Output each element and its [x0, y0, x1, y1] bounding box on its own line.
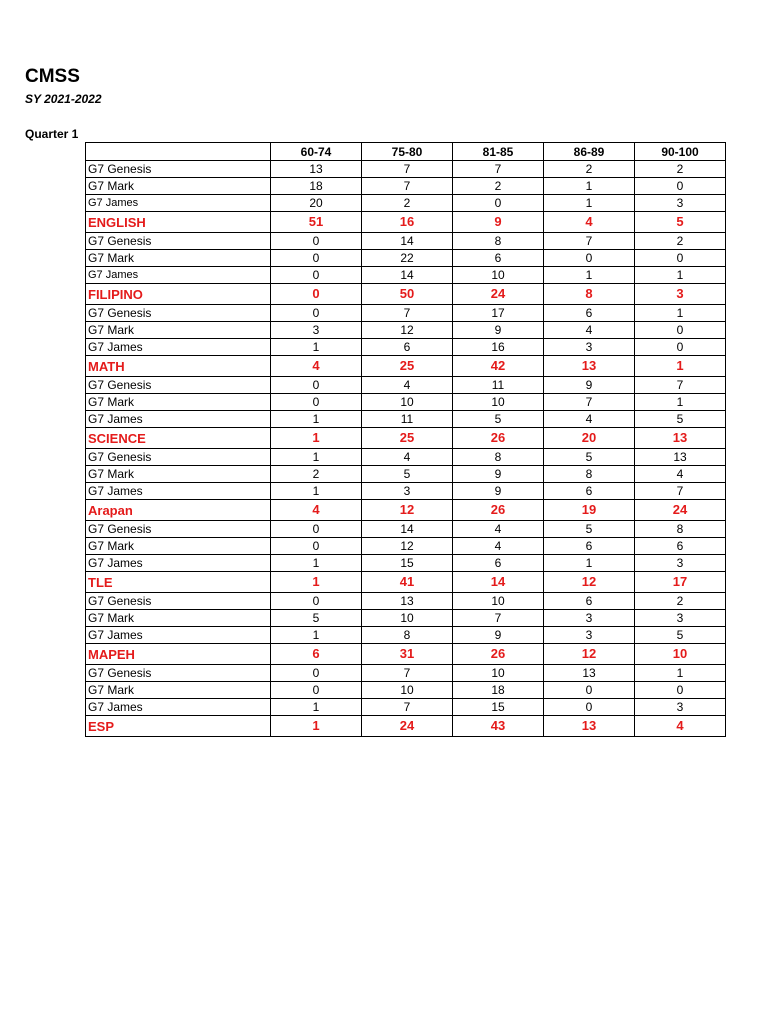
table-cell: 7 [362, 305, 453, 322]
table-cell: 6 [544, 483, 635, 500]
table-cell: 6 [544, 538, 635, 555]
table-cell: 1 [271, 428, 362, 449]
table-cell: 19 [544, 500, 635, 521]
table-cell: 6 [362, 339, 453, 356]
table-cell: 13 [544, 716, 635, 737]
table-row [86, 627, 726, 644]
table-cell: 10 [453, 394, 544, 411]
subject-total-row [86, 356, 726, 377]
table-cell: 7 [544, 394, 635, 411]
section-label: G7 Mark [86, 394, 271, 411]
table-cell: 6 [453, 555, 544, 572]
table-cell: 1 [544, 178, 635, 195]
table-cell: 3 [635, 555, 726, 572]
table-cell: 41 [362, 572, 453, 593]
table-cell: 12 [544, 572, 635, 593]
table-cell: 1 [635, 267, 726, 284]
section-label: G7 James [86, 339, 271, 356]
table-cell: 2 [635, 593, 726, 610]
table-cell: 14 [362, 521, 453, 538]
table-row [86, 339, 726, 356]
table-row [86, 195, 726, 212]
table-cell: 9 [453, 322, 544, 339]
table-cell: 5 [362, 466, 453, 483]
table-row [86, 610, 726, 627]
table-cell: 13 [544, 356, 635, 377]
table-cell: 8 [544, 466, 635, 483]
table-cell: 22 [362, 250, 453, 267]
table-cell: 9 [453, 627, 544, 644]
table-cell: 3 [635, 610, 726, 627]
table-cell: 13 [362, 593, 453, 610]
table-row [86, 665, 726, 682]
table-row [86, 178, 726, 195]
table-cell: 1 [544, 267, 635, 284]
table-row [86, 161, 726, 178]
table-cell: 13 [635, 428, 726, 449]
section-label: G7 James [86, 411, 271, 428]
table-cell: 1 [635, 305, 726, 322]
table-cell: 16 [453, 339, 544, 356]
subject-total-row [86, 284, 726, 305]
table-cell: 9 [453, 483, 544, 500]
table-cell: 3 [544, 339, 635, 356]
table-cell: 0 [453, 195, 544, 212]
table-row [86, 521, 726, 538]
grade-distribution-table [85, 142, 726, 737]
quarter-label: Quarter 1 [25, 127, 79, 141]
table-cell: 18 [453, 682, 544, 699]
subject-label: SCIENCE [86, 428, 271, 449]
table-cell: 13 [271, 161, 362, 178]
table-cell: 17 [453, 305, 544, 322]
table-cell: 1 [544, 555, 635, 572]
table-cell: 6 [635, 538, 726, 555]
table-cell: 14 [453, 572, 544, 593]
column-header: 86-89 [544, 143, 635, 161]
table-cell: 0 [271, 521, 362, 538]
column-header: 90-100 [635, 143, 726, 161]
table-cell: 2 [635, 233, 726, 250]
table-cell: 6 [453, 250, 544, 267]
section-label: G7 Mark [86, 322, 271, 339]
table-cell: 0 [271, 267, 362, 284]
table-cell: 13 [635, 449, 726, 466]
table-cell: 12 [362, 538, 453, 555]
table-cell: 42 [453, 356, 544, 377]
table-row [86, 322, 726, 339]
table-cell: 8 [453, 449, 544, 466]
table-row [86, 555, 726, 572]
table-cell: 4 [453, 538, 544, 555]
table-row [86, 233, 726, 250]
table-cell: 9 [544, 377, 635, 394]
section-label: G7 Mark [86, 178, 271, 195]
table-cell: 0 [271, 394, 362, 411]
table-cell: 4 [635, 466, 726, 483]
table-cell: 10 [362, 394, 453, 411]
subject-total-row [86, 572, 726, 593]
column-header: 60-74 [271, 143, 362, 161]
table-cell: 26 [453, 500, 544, 521]
table-cell: 4 [544, 322, 635, 339]
table-cell: 7 [635, 377, 726, 394]
table-cell: 0 [635, 339, 726, 356]
section-label: G7 Mark [86, 250, 271, 267]
table-cell: 7 [544, 233, 635, 250]
table-cell: 7 [453, 161, 544, 178]
table-row [86, 411, 726, 428]
table-cell: 1 [271, 483, 362, 500]
table-cell: 5 [453, 411, 544, 428]
table-cell: 16 [362, 212, 453, 233]
table-cell: 0 [271, 593, 362, 610]
table-row [86, 267, 726, 284]
table-cell: 26 [453, 428, 544, 449]
table-row [86, 538, 726, 555]
table-cell: 4 [362, 377, 453, 394]
table-cell: 13 [544, 665, 635, 682]
table-cell: 0 [635, 682, 726, 699]
table-cell: 51 [271, 212, 362, 233]
table-cell: 20 [271, 195, 362, 212]
table-cell: 0 [271, 233, 362, 250]
table-cell: 0 [544, 682, 635, 699]
table-cell: 3 [271, 322, 362, 339]
table-cell: 7 [362, 178, 453, 195]
column-header: 75-80 [362, 143, 453, 161]
header-blank-cell [86, 143, 271, 161]
table-cell: 3 [635, 284, 726, 305]
section-label: G7 James [86, 267, 271, 284]
table-cell: 8 [635, 521, 726, 538]
table-cell: 5 [544, 521, 635, 538]
table-cell: 43 [453, 716, 544, 737]
subject-total-row [86, 500, 726, 521]
table-cell: 4 [271, 356, 362, 377]
table-cell: 3 [544, 627, 635, 644]
table-cell: 6 [544, 593, 635, 610]
table-cell: 0 [635, 250, 726, 267]
table-cell: 15 [453, 699, 544, 716]
subject-label: ESP [86, 716, 271, 737]
table-cell: 8 [544, 284, 635, 305]
table-cell: 5 [271, 610, 362, 627]
table-row [86, 250, 726, 267]
table-cell: 10 [362, 610, 453, 627]
table-cell: 11 [453, 377, 544, 394]
table-cell: 7 [453, 610, 544, 627]
section-label: G7 Mark [86, 610, 271, 627]
table-cell: 12 [362, 322, 453, 339]
section-label: G7 James [86, 195, 271, 212]
table-row [86, 593, 726, 610]
table-cell: 24 [635, 500, 726, 521]
table-cell: 0 [271, 538, 362, 555]
subject-label: FILIPINO [86, 284, 271, 305]
table-header-row [86, 143, 726, 161]
table-cell: 14 [362, 233, 453, 250]
table-cell: 0 [271, 665, 362, 682]
section-label: G7 Genesis [86, 665, 271, 682]
section-label: G7 Mark [86, 466, 271, 483]
table-row [86, 449, 726, 466]
table-cell: 0 [271, 250, 362, 267]
table-cell: 7 [362, 699, 453, 716]
table-cell: 3 [362, 483, 453, 500]
section-label: G7 James [86, 699, 271, 716]
table-cell: 9 [453, 212, 544, 233]
table-cell: 6 [544, 305, 635, 322]
table-row [86, 483, 726, 500]
section-label: G7 James [86, 555, 271, 572]
table-cell: 3 [635, 699, 726, 716]
subject-label: ENGLISH [86, 212, 271, 233]
table-cell: 10 [453, 267, 544, 284]
table-cell: 3 [544, 610, 635, 627]
table-cell: 8 [453, 233, 544, 250]
section-label: G7 Genesis [86, 593, 271, 610]
table-cell: 10 [453, 593, 544, 610]
section-label: G7 Genesis [86, 161, 271, 178]
table-cell: 5 [635, 627, 726, 644]
table-cell: 6 [271, 644, 362, 665]
table-cell: 10 [453, 665, 544, 682]
table-cell: 11 [362, 411, 453, 428]
table-cell: 10 [362, 682, 453, 699]
table-cell: 1 [635, 394, 726, 411]
table-cell: 18 [271, 178, 362, 195]
school-year-subtitle: SY 2021-2022 [25, 92, 102, 106]
section-label: G7 James [86, 483, 271, 500]
subject-label: Arapan [86, 500, 271, 521]
table-row [86, 305, 726, 322]
table-cell: 15 [362, 555, 453, 572]
table-cell: 24 [453, 284, 544, 305]
table-cell: 50 [362, 284, 453, 305]
table-cell: 1 [271, 716, 362, 737]
table-cell: 31 [362, 644, 453, 665]
subject-total-row [86, 428, 726, 449]
subject-total-row [86, 716, 726, 737]
section-label: G7 James [86, 627, 271, 644]
table-cell: 0 [544, 250, 635, 267]
table-row [86, 466, 726, 483]
table-cell: 0 [635, 322, 726, 339]
section-label: G7 Genesis [86, 521, 271, 538]
table-cell: 12 [362, 500, 453, 521]
column-header: 81-85 [453, 143, 544, 161]
table-cell: 1 [271, 572, 362, 593]
section-label: G7 Genesis [86, 377, 271, 394]
table-row [86, 699, 726, 716]
table-cell: 20 [544, 428, 635, 449]
subject-label: TLE [86, 572, 271, 593]
table-cell: 1 [271, 699, 362, 716]
table-cell: 0 [271, 284, 362, 305]
table-cell: 0 [271, 682, 362, 699]
subject-label: MATH [86, 356, 271, 377]
table-cell: 1 [271, 411, 362, 428]
section-label: G7 Mark [86, 538, 271, 555]
table-cell: 1 [271, 449, 362, 466]
table-cell: 12 [544, 644, 635, 665]
table-cell: 14 [362, 267, 453, 284]
table-cell: 26 [453, 644, 544, 665]
table-cell: 1 [271, 339, 362, 356]
table-row [86, 394, 726, 411]
table-cell: 5 [544, 449, 635, 466]
table-cell: 1 [635, 356, 726, 377]
table-cell: 2 [362, 195, 453, 212]
table-cell: 2 [635, 161, 726, 178]
table-cell: 0 [635, 178, 726, 195]
table-cell: 7 [362, 665, 453, 682]
section-label: G7 Genesis [86, 233, 271, 250]
table-cell: 9 [453, 466, 544, 483]
subject-total-row [86, 212, 726, 233]
table-cell: 24 [362, 716, 453, 737]
table-cell: 4 [544, 411, 635, 428]
table-row [86, 377, 726, 394]
table-cell: 2 [271, 466, 362, 483]
table-cell: 8 [362, 627, 453, 644]
table-cell: 7 [362, 161, 453, 178]
subject-label: MAPEH [86, 644, 271, 665]
table-cell: 25 [362, 428, 453, 449]
table-cell: 0 [271, 305, 362, 322]
table-cell: 25 [362, 356, 453, 377]
table-cell: 4 [453, 521, 544, 538]
table-cell: 5 [635, 212, 726, 233]
table-cell: 4 [271, 500, 362, 521]
table-cell: 0 [271, 377, 362, 394]
table-row [86, 682, 726, 699]
table-cell: 1 [271, 627, 362, 644]
table-cell: 1 [544, 195, 635, 212]
document-title: CMSS [25, 66, 80, 87]
table-cell: 2 [453, 178, 544, 195]
table-cell: 4 [362, 449, 453, 466]
section-label: G7 Genesis [86, 305, 271, 322]
table-cell: 3 [635, 195, 726, 212]
section-label: G7 Genesis [86, 449, 271, 466]
table-cell: 17 [635, 572, 726, 593]
table-cell: 10 [635, 644, 726, 665]
table-cell: 0 [544, 699, 635, 716]
table-cell: 4 [544, 212, 635, 233]
table-body [86, 161, 726, 737]
table-cell: 2 [544, 161, 635, 178]
section-label: G7 Mark [86, 682, 271, 699]
table-cell: 1 [635, 665, 726, 682]
table-cell: 5 [635, 411, 726, 428]
subject-total-row [86, 644, 726, 665]
table-cell: 1 [271, 555, 362, 572]
table-cell: 4 [635, 716, 726, 737]
table-cell: 7 [635, 483, 726, 500]
